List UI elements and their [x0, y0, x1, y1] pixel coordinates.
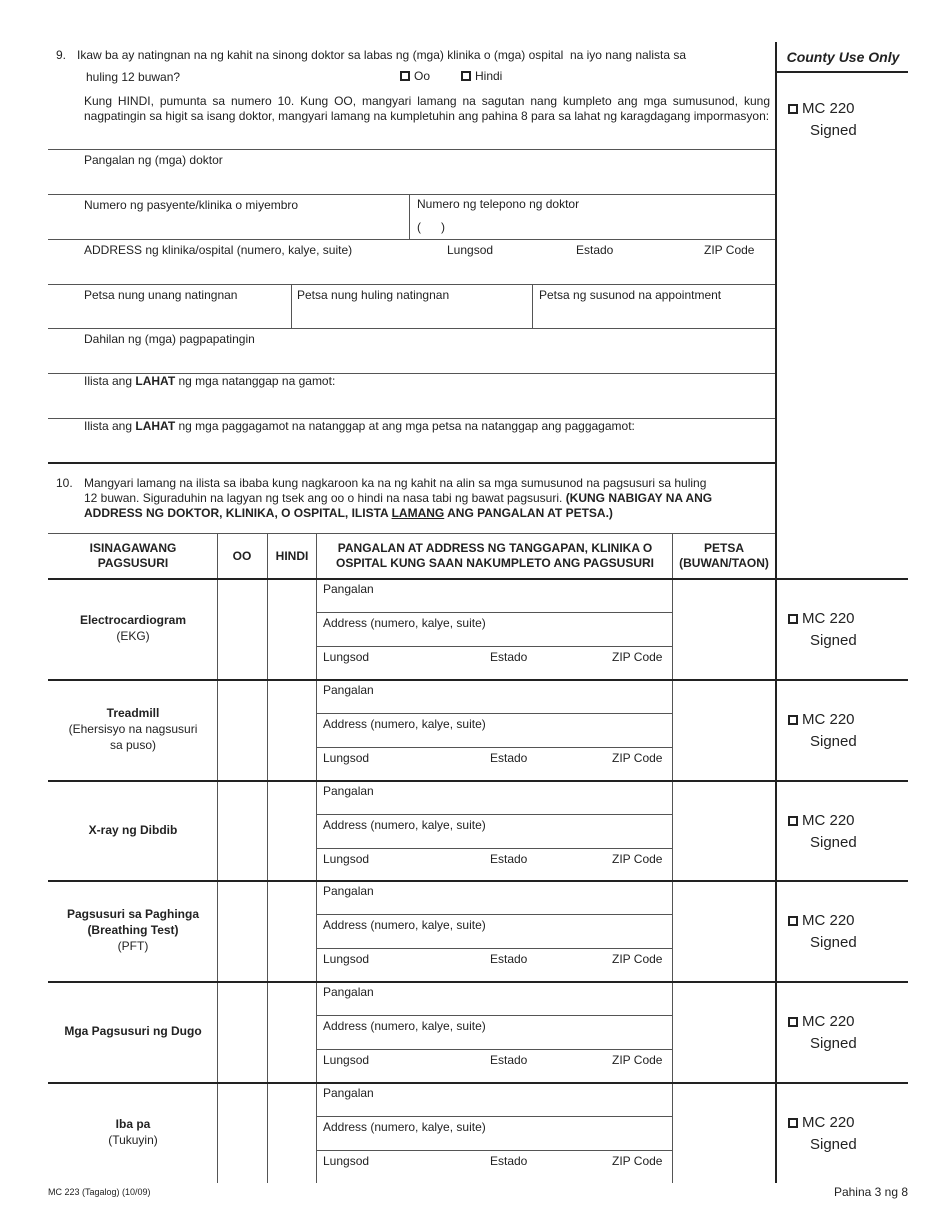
q9-instructions: Kung HINDI, pumunta sa numero 10. Kung OO, mangyari lamang na sagutan nang kumpleto ang mga sumusunod, kung nagpatingin sa higit sa isang doktor, mangyari lamang na kumpletuhin ang pahina 8 para sa lahat ng karagdagang impormasyon:: [84, 94, 770, 123]
place-state-field[interactable]: Estado: [490, 952, 528, 966]
place-city-field[interactable]: Lungsod: [323, 1154, 370, 1168]
visit-reason-field[interactable]: Dahilan ng (mga) pagpapatingin: [84, 332, 255, 346]
mc220-box[interactable]: MC 220 Signed: [788, 709, 898, 753]
place-city-field[interactable]: Lungsod: [323, 1053, 370, 1067]
mc220-box[interactable]: MC 220 Signed: [788, 1112, 898, 1156]
date-cell[interactable]: [674, 580, 773, 678]
place-zip-field[interactable]: ZIP Code: [612, 751, 663, 765]
checkbox-icon[interactable]: [788, 1017, 798, 1027]
no-cell[interactable]: [268, 782, 315, 880]
checkbox-icon[interactable]: [400, 71, 410, 81]
phone-parens: ( ): [417, 220, 445, 234]
q9-question-line2: huling 12 buwan?: [86, 70, 181, 84]
place-state-field[interactable]: Estado: [490, 1053, 528, 1067]
clinic-zip-label: ZIP Code: [704, 243, 755, 257]
county-use-underline: [775, 71, 908, 73]
place-state-field[interactable]: Estado: [490, 751, 528, 765]
clinic-city-label: Lungsod: [447, 243, 494, 257]
place-name-field[interactable]: Pangalan: [323, 985, 374, 999]
date-cell[interactable]: [674, 782, 773, 880]
place-name-field[interactable]: Pangalan: [323, 784, 374, 798]
checkbox-icon[interactable]: [788, 916, 798, 926]
place-zip-field[interactable]: ZIP Code: [612, 1053, 663, 1067]
q9-yes-option[interactable]: Oo: [400, 69, 430, 84]
place-address-field[interactable]: Address (numero, kalye, suite): [323, 616, 486, 630]
medications-field[interactable]: Ilista ang LAHAT ng mga natanggap na gamot:: [84, 374, 336, 388]
no-cell[interactable]: [268, 681, 315, 779]
sidebar-divider: [775, 42, 777, 1183]
header-yes: OO: [232, 549, 252, 563]
date-cell[interactable]: [674, 681, 773, 779]
place-address-field[interactable]: Address (numero, kalye, suite): [323, 918, 486, 932]
place-address-field[interactable]: Address (numero, kalye, suite): [323, 1120, 486, 1134]
doctor-name-field[interactable]: Pangalan ng (mga) doktor: [84, 153, 223, 167]
q10-instructions: Mangyari lamang na ilista sa ibaba kung nagkaroon ka na ng kahit na alin sa mga sumusunod na pagsusuri sa huling 12 buwan. Siguraduhin na lagyan ng tsek ang oo o hindi na nasa tabi ng bawat pagsusuri. (KUNG NABIGAY NA ANG ADDRESS NG DOKTOR, KLINIKA, O OSPITAL, ILISTA LAMANG ANG PANGALAN AT PETSA.): [84, 476, 713, 520]
checkbox-icon[interactable]: [788, 104, 798, 114]
place-zip-field[interactable]: ZIP Code: [612, 952, 663, 966]
place-name-field[interactable]: Pangalan: [323, 1086, 374, 1100]
yes-cell[interactable]: [218, 983, 266, 1081]
q9-question-line1: Ikaw ba ay natingnan na ng kahit na sinong doktor sa labas ng (mga) klinika o (mga) ospital na iyo nang nalista sa: [77, 48, 687, 62]
no-cell[interactable]: [268, 983, 315, 1081]
mc220-box-q9[interactable]: MC 220 Signed: [788, 98, 898, 142]
place-zip-field[interactable]: ZIP Code: [612, 852, 663, 866]
place-address-field[interactable]: Address (numero, kalye, suite): [323, 818, 486, 832]
yes-cell[interactable]: [218, 580, 266, 678]
no-cell[interactable]: [268, 882, 315, 980]
test-label: Iba pa (Tukuyin): [108, 1117, 158, 1147]
checkbox-icon[interactable]: [788, 614, 798, 624]
checkbox-icon[interactable]: [788, 816, 798, 826]
header-date: PETSA (BUWAN/TAON): [679, 541, 769, 570]
place-address-field[interactable]: Address (numero, kalye, suite): [323, 717, 486, 731]
yes-cell[interactable]: [218, 681, 266, 779]
treatments-field[interactable]: Ilista ang LAHAT ng mga paggagamot na natanggap at ang mga petsa na natanggap ang paggagamot:: [84, 419, 635, 433]
checkbox-icon[interactable]: [788, 1118, 798, 1128]
patient-number-field[interactable]: Numero ng pasyente/klinika o miyembro: [84, 198, 299, 212]
place-city-field[interactable]: Lungsod: [323, 852, 370, 866]
page-number: Pahina 3 ng 8: [833, 1185, 908, 1199]
header-no: HINDI: [275, 549, 309, 563]
header-test: ISINAGAWANG PAGSUSURI: [89, 541, 177, 570]
test-label: X-ray ng Dibdib: [88, 823, 178, 837]
no-cell[interactable]: [268, 1084, 315, 1182]
next-appointment-field[interactable]: Petsa ng susunod na appointment: [539, 288, 722, 302]
place-address-field[interactable]: Address (numero, kalye, suite): [323, 1019, 486, 1033]
clinic-state-label: Estado: [576, 243, 614, 257]
place-name-field[interactable]: Pangalan: [323, 683, 374, 697]
checkbox-icon[interactable]: [461, 71, 471, 81]
yes-cell[interactable]: [218, 1084, 266, 1182]
last-visit-field[interactable]: Petsa nung huling natingnan: [297, 288, 450, 302]
checkbox-icon[interactable]: [788, 715, 798, 725]
mc220-box[interactable]: MC 220 Signed: [788, 910, 898, 954]
place-zip-field[interactable]: ZIP Code: [612, 1154, 663, 1168]
mc220-box[interactable]: MC 220 Signed: [788, 1011, 898, 1055]
date-cell[interactable]: [674, 1084, 773, 1182]
test-label: Pagsusuri sa Paghinga (Breathing Test) (PFT): [66, 907, 200, 953]
q9-number: 9.: [56, 48, 67, 62]
doctor-phone-field[interactable]: Numero ng telepono ng doktor: [417, 197, 580, 211]
place-state-field[interactable]: Estado: [490, 852, 528, 866]
place-state-field[interactable]: Estado: [490, 650, 528, 664]
yes-cell[interactable]: [218, 882, 266, 980]
mc220-box[interactable]: MC 220 Signed: [788, 810, 898, 854]
q9-no-option[interactable]: Hindi: [461, 69, 502, 84]
place-name-field[interactable]: Pangalan: [323, 884, 374, 898]
county-use-title: County Use Only: [786, 49, 900, 65]
test-label: Mga Pagsusuri ng Dugo: [64, 1024, 202, 1038]
mc220-box[interactable]: MC 220 Signed: [788, 608, 898, 652]
q10-number: 10.: [56, 476, 73, 490]
test-label: Electrocardiogram (EKG): [79, 613, 187, 643]
place-city-field[interactable]: Lungsod: [323, 751, 370, 765]
yes-cell[interactable]: [218, 782, 266, 880]
date-cell[interactable]: [674, 983, 773, 1081]
no-cell[interactable]: [268, 580, 315, 678]
place-zip-field[interactable]: ZIP Code: [612, 650, 663, 664]
form-id: MC 223 (Tagalog) (10/09): [48, 1187, 151, 1197]
clinic-address-field[interactable]: ADDRESS ng klinika/ospital (numero, kalye, suite): [84, 243, 353, 257]
first-visit-field[interactable]: Petsa nung unang natingnan: [84, 288, 238, 302]
test-label: Treadmill (Ehersisyo na nagsusuri sa puso): [68, 706, 198, 752]
date-cell[interactable]: [674, 882, 773, 980]
place-city-field[interactable]: Lungsod: [323, 650, 370, 664]
place-name-field[interactable]: Pangalan: [323, 582, 374, 596]
place-state-field[interactable]: Estado: [490, 1154, 528, 1168]
header-place: PANGALAN AT ADDRESS NG TANGGAPAN, KLINIKA O OSPITAL KUNG SAAN NAKUMPLETO ANG PAGSUSURI: [335, 541, 655, 570]
place-city-field[interactable]: Lungsod: [323, 952, 370, 966]
